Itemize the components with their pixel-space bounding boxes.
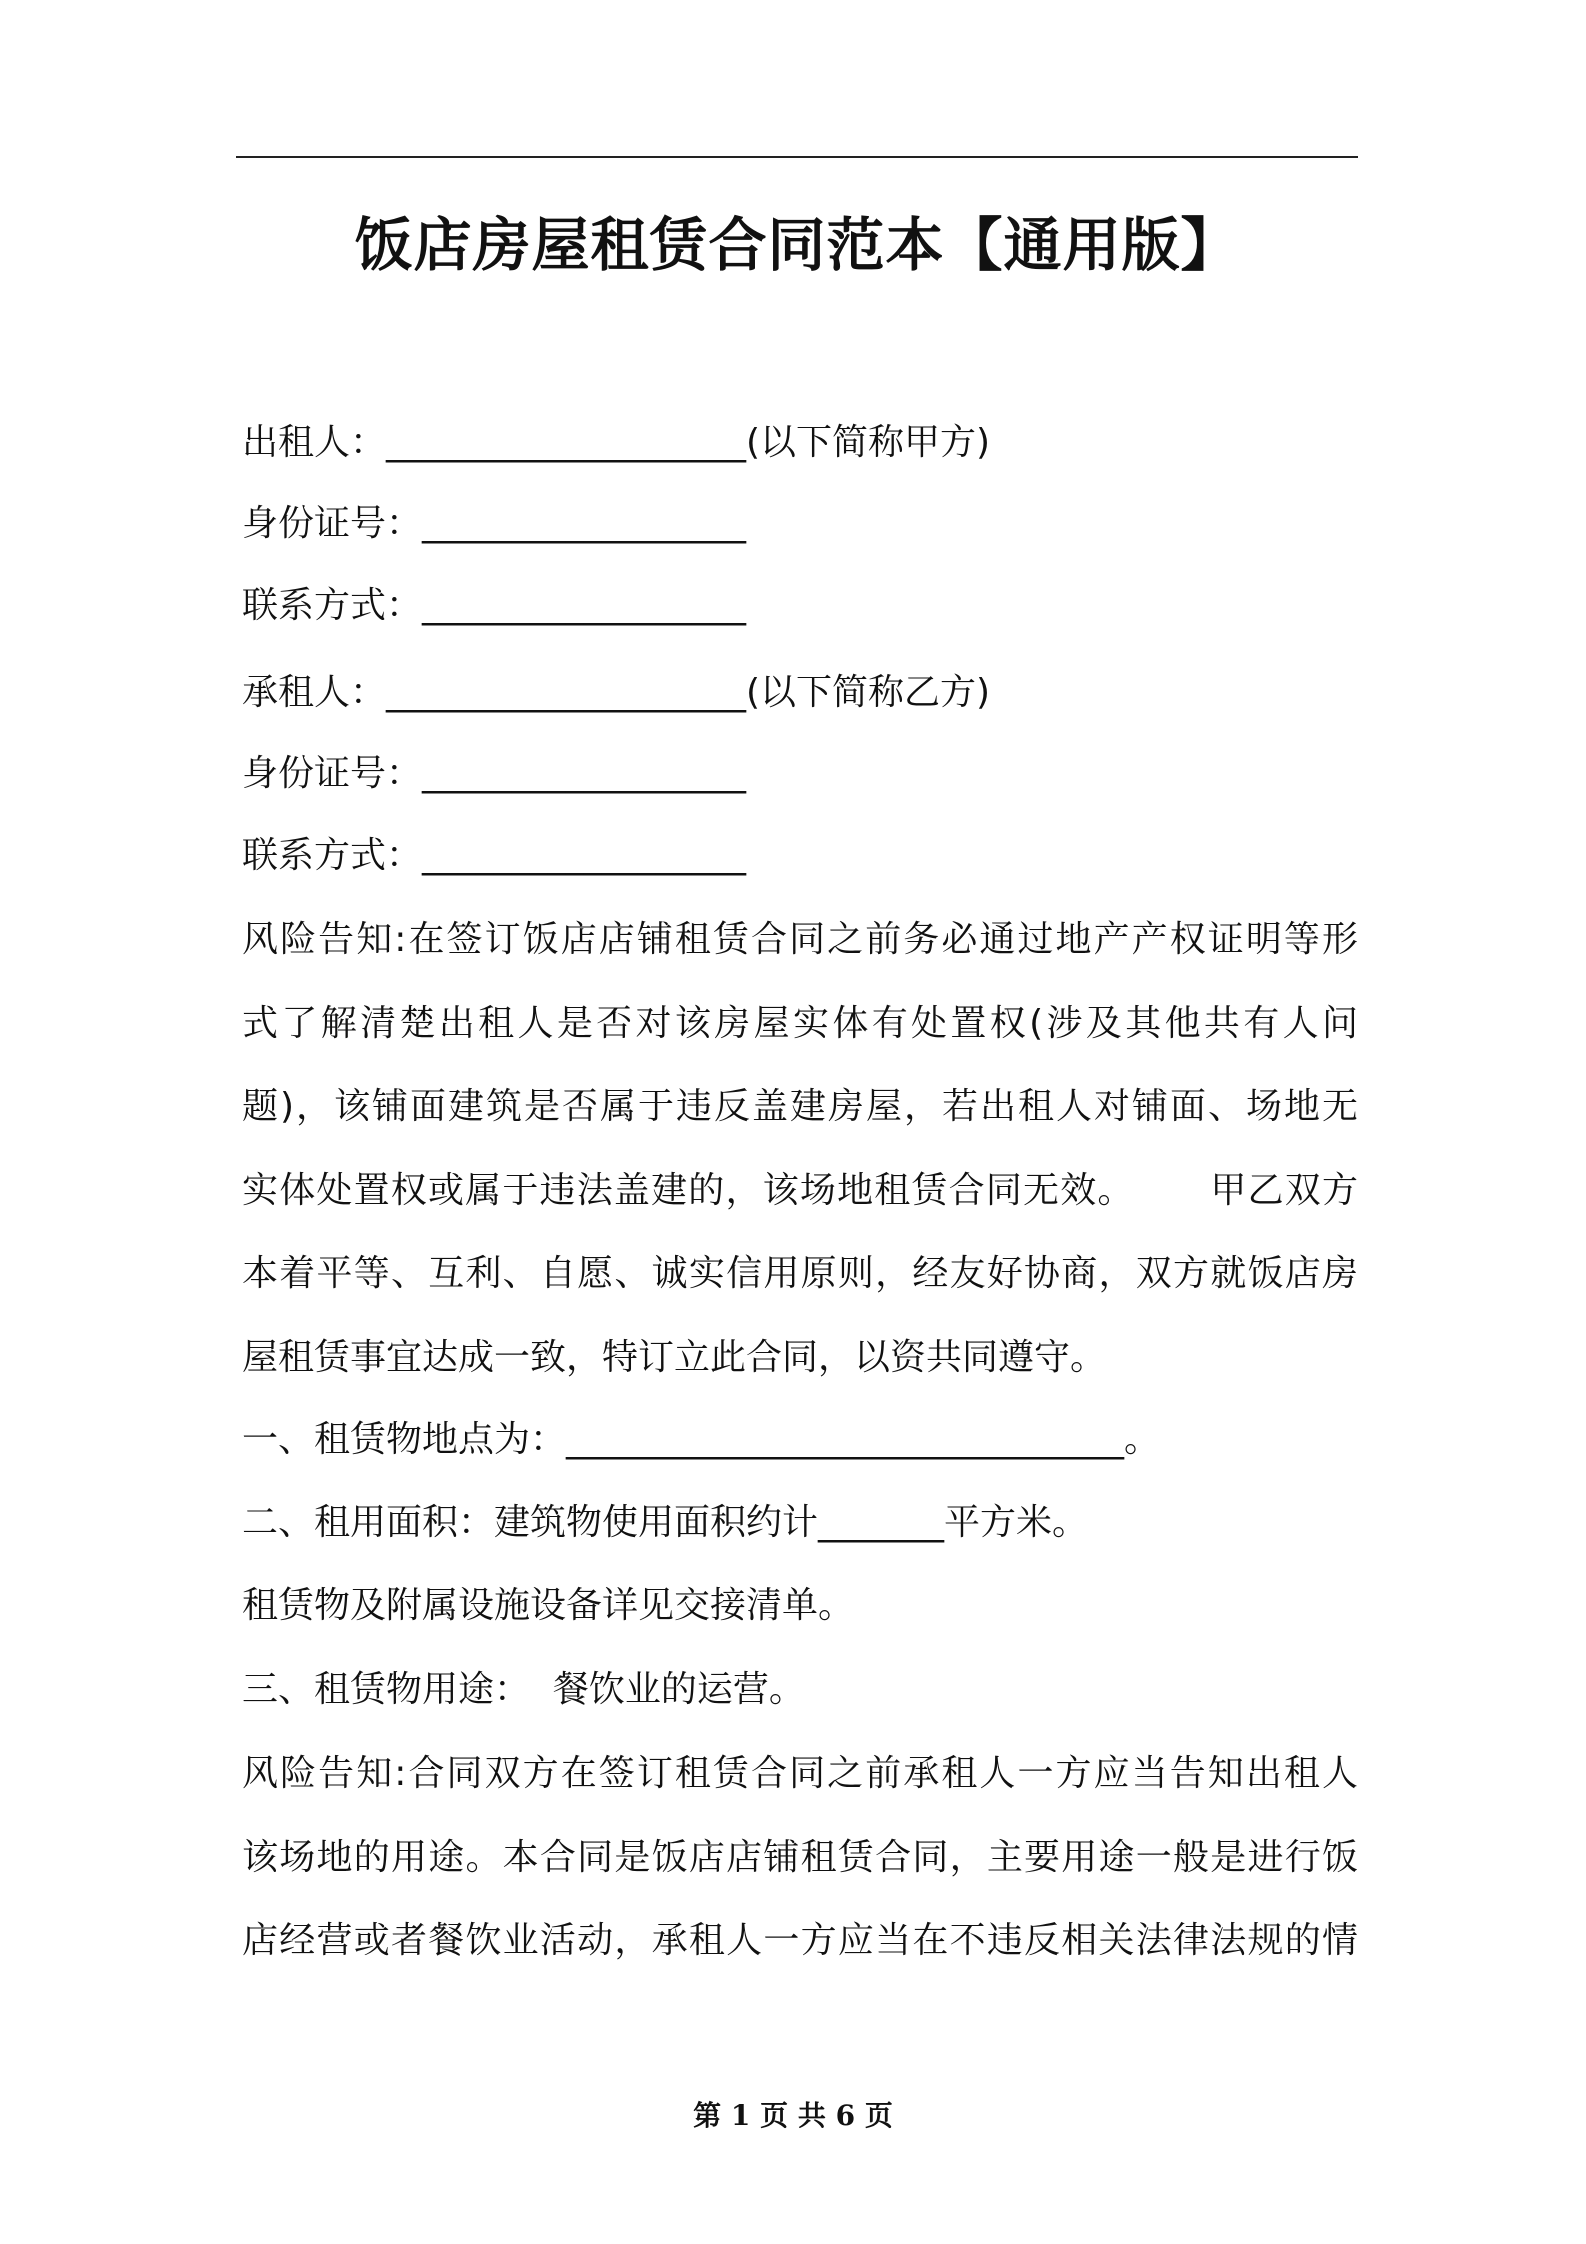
paragraph-line: 实体处置权或属于违法盖建的，该场地租赁合同无效。 甲乙双方 [242, 1169, 1358, 1211]
paragraph-line: 屋租赁事宜达成一致，特订立此合同，以资共同遵守。 [242, 1336, 1107, 1378]
paragraph-line: 该场地的用途。本合同是饭店店铺租赁合同，主要用途一般是进行饭 [242, 1836, 1358, 1878]
document-title: 饭店房屋租赁合同范本【通用版】 [354, 211, 1240, 279]
lessor-contact-line: 联系方式：__________________ [242, 585, 747, 626]
lessee-id-line: 身份证号：__________________ [242, 753, 747, 794]
clause-1-location: 一、租赁物地点为：_______________________________。 [242, 1419, 1161, 1460]
lessee-line: 承租人：____________________(以下简称乙方) [242, 672, 991, 713]
clause-2-area: 二、租用面积：建筑物使用面积约计_______平方米。 [242, 1502, 1089, 1543]
lessor-id-line: 身份证号：__________________ [242, 503, 747, 544]
paragraph-line: 店经营或者餐饮业活动，承租人一方应当在不违反相关法律法规的情 [242, 1920, 1358, 1961]
page-number: 第 1 页 共 6 页 [693, 2099, 893, 2132]
clause-3-purpose: 三、租赁物用途： 餐饮业的运营。 [242, 1669, 805, 1710]
paragraph-line: 式了解清楚出租人是否对该房屋实体有处置权(涉及其他共有人问 [242, 1002, 1358, 1044]
risk-notice-paragraph-2 [242, 1732, 1358, 1983]
paragraph-line: 风险告知:在签订饭店店铺租赁合同之前务必通过地产产权证明等形 [242, 919, 1358, 960]
paragraph-line: 题)，该铺面建筑是否属于违反盖建房屋，若出租人对铺面、场地无 [242, 1086, 1358, 1127]
paragraph-line: 风险告知:合同双方在签订租赁合同之前承租人一方应当告知出租人 [242, 1753, 1358, 1794]
paragraph-line: 本着平等、互利、自愿、诚实信用原则，经友好协商，双方就饭店房 [242, 1253, 1358, 1294]
risk-notice-paragraph-1 [242, 898, 1358, 1399]
header-rule [236, 156, 1358, 158]
lessor-line: 出租人：____________________(以下简称甲方) [242, 422, 991, 463]
clause-2-note: 租赁物及附属设施设备详见交接清单。 [242, 1585, 855, 1626]
lessee-contact-line: 联系方式：__________________ [242, 835, 747, 876]
